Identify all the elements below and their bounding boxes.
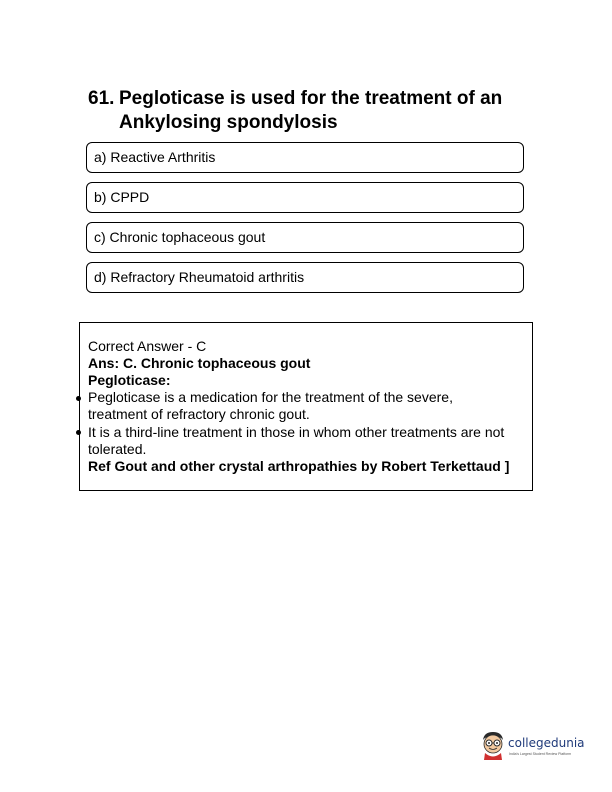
option-d[interactable]: d) Refractory Rheumatoid arthritis xyxy=(86,262,524,293)
option-a[interactable]: a) Reactive Arthritis xyxy=(86,142,524,173)
option-c[interactable]: c) Chronic tophaceous gout xyxy=(86,222,524,253)
bullet-1-line-1: Pegloticase is a medication for the treatment of the severe, xyxy=(88,389,453,405)
collegedunia-logo xyxy=(480,730,584,764)
mascot-icon xyxy=(480,730,506,760)
bullet-2-line-2: tolerated. xyxy=(88,441,147,457)
question-line-2: Ankylosing spondylosis xyxy=(119,112,338,133)
question-number: 61. xyxy=(88,88,115,109)
question-line-1: Pegloticase is used for the treatment of an xyxy=(119,88,503,109)
explanation-heading: Pegloticase: xyxy=(88,372,171,388)
option-b[interactable]: b) CPPD xyxy=(86,182,524,213)
bullet-dot-1 xyxy=(76,396,81,401)
bullet-1-line-2: treatment of refractory chronic gout. xyxy=(88,406,310,422)
answer-line: Ans: C. Chronic tophaceous gout xyxy=(88,355,311,371)
correct-answer: Correct Answer - C xyxy=(88,338,207,354)
reference: Ref Gout and other crystal arthropathies by Robert Terkettaud ] xyxy=(88,458,510,474)
logo-tagline: India's Largest Student Review Platform xyxy=(509,752,572,756)
logo-name: collegedunia xyxy=(508,736,585,750)
bullet-2-line-1: It is a third-line treatment in those in whom other treatments are not xyxy=(88,424,505,440)
question-text xyxy=(119,87,539,135)
bullet-dot-2 xyxy=(76,430,81,435)
